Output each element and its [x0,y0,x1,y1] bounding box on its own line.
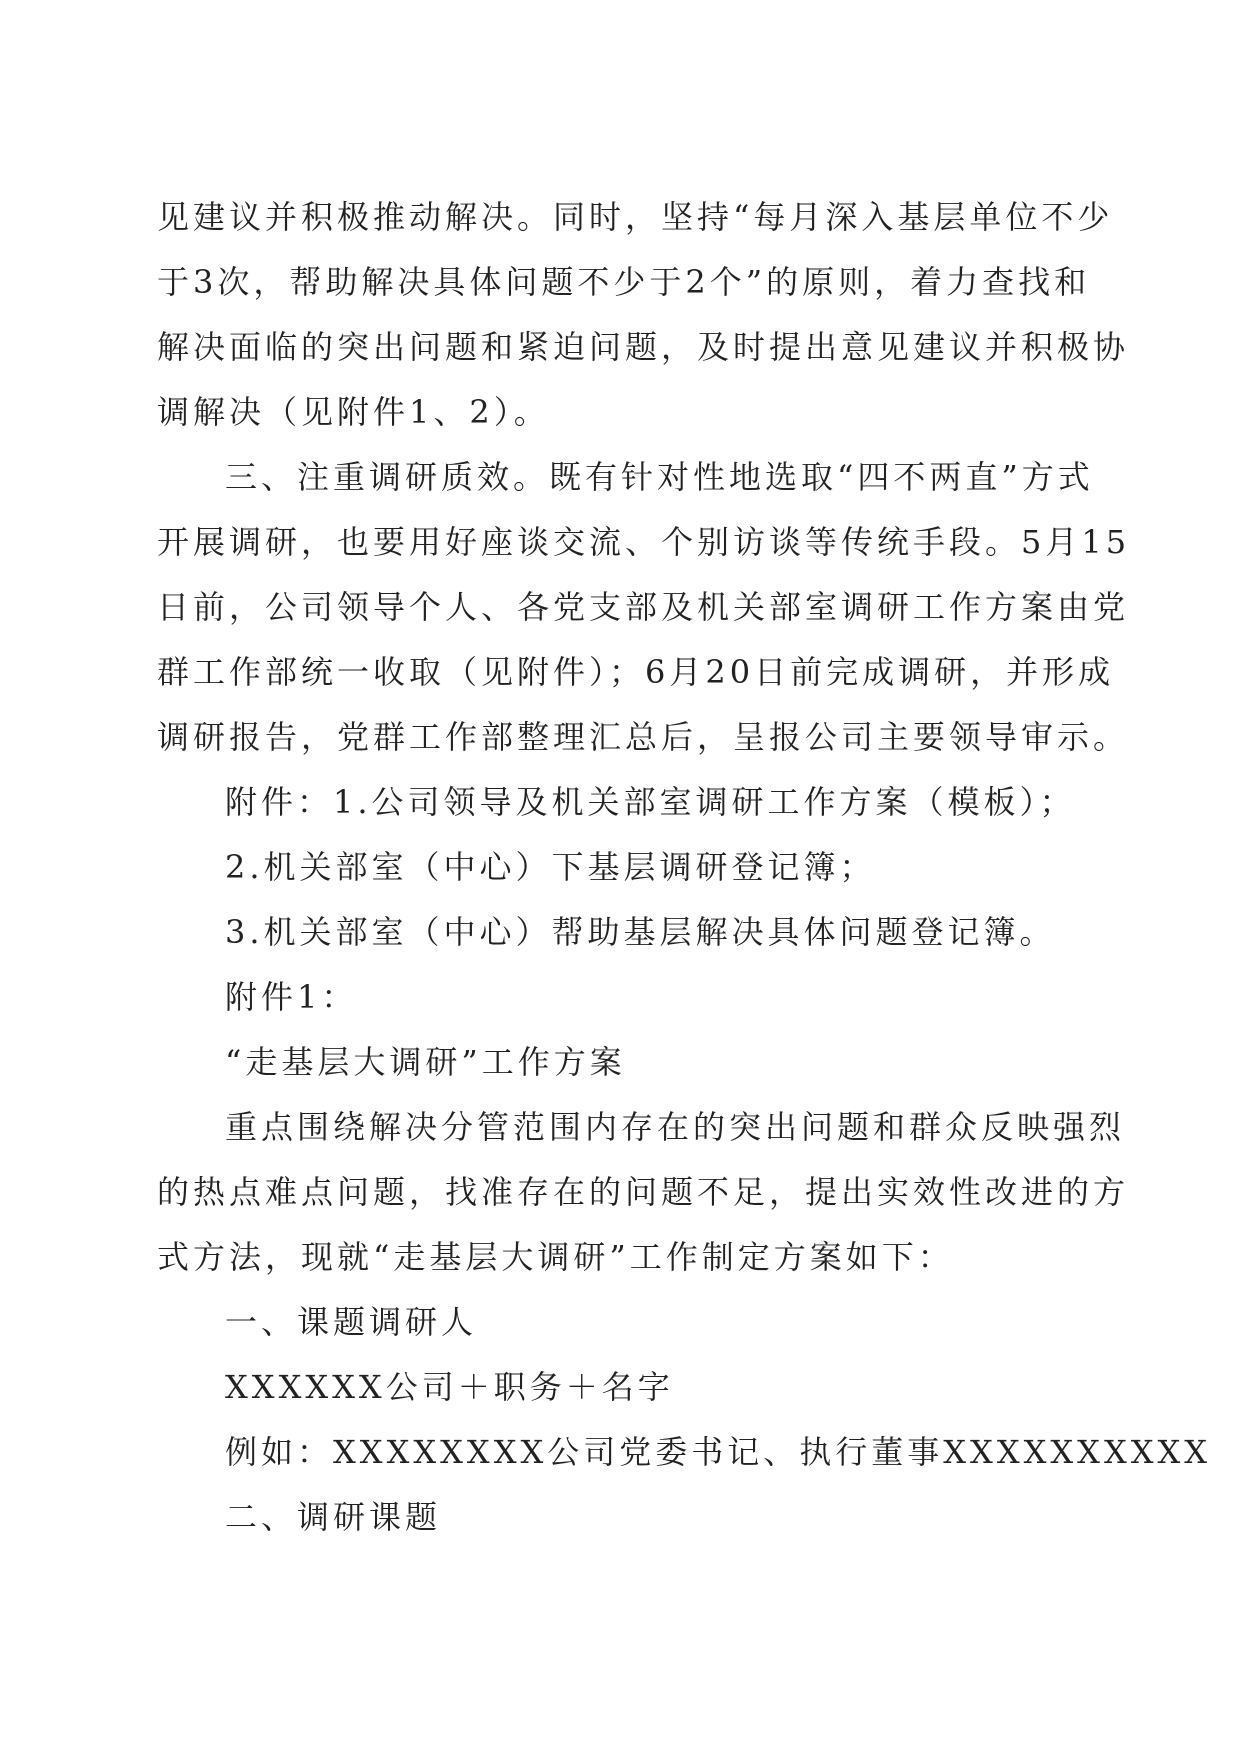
text-line-2: 于3次，帮助解决具体问题不少于2个”的原则，着力查找和 [157,263,1091,301]
text-line-7: 日前，公司领导个人、各党支部及机关部室调研工作方案由党 [157,588,1130,626]
text-line-12: 3.机关部室（中心）帮助基层解决具体问题登记簿。 [225,913,1056,951]
text-line-21: 二、调研课题 [225,1498,442,1536]
text-line-10: 附件：1.公司领导及机关部室调研工作方案（模板）； [225,783,1076,821]
text-line-18: 一、课题调研人 [225,1303,478,1341]
text-line-16: 的热点难点问题，找准存在的问题不足，提出实效性改进的方 [157,1173,1130,1211]
text-line-13: 附件1： [225,978,358,1016]
text-line-8: 群工作部统一收取（见附件）；6月20日前完成调研，并形成 [157,653,1115,691]
text-line-9: 调研报告，党群工作部整理汇总后，呈报公司主要领导审示。 [157,718,1130,756]
document-body [157,185,1212,1550]
text-line-6: 开展调研，也要用好座谈交流、个别访谈等传统手段。5月15 [157,523,1131,561]
text-line-19: XXXXXX公司＋职务＋名字 [225,1368,674,1406]
text-line-15: 重点围绕解决分管范围内存在的突出问题和群众反映强烈 [225,1108,1126,1146]
text-line-1: 见建议并积极推动解决。同时，坚持“每月深入基层单位不少 [157,198,1114,236]
text-line-17: 式方法，现就“走基层大调研”工作制定方案如下： [157,1238,954,1276]
text-line-4: 调解决（见附件1、2）。 [157,393,550,431]
text-line-14: “走基层大调研”工作方案 [225,1043,626,1081]
text-line-3: 解决面临的突出问题和紧迫问题，及时提出意见建议并积极协 [157,328,1130,366]
text-line-20: 例如：XXXXXXXX公司党委书记、执行董事XXXXXXXXXX [225,1433,1212,1471]
text-line-5: 三、注重调研质效。既有针对性地选取“四不两直”方式 [225,458,1094,496]
text-line-11: 2.机关部室（中心）下基层调研登记簿； [225,848,876,886]
